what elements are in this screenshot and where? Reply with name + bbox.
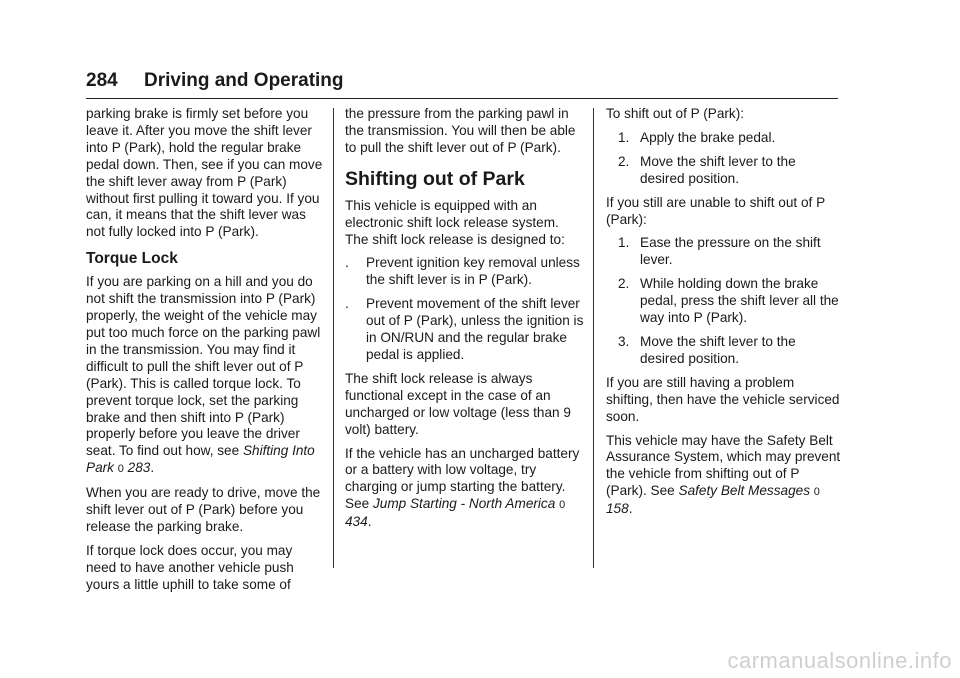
header-rule bbox=[86, 98, 838, 99]
page-reference[interactable]: 283 bbox=[127, 460, 151, 476]
paragraph: If torque lock does occur, you may need to have another vehicle push yours a little uphill to take some of bbox=[86, 542, 294, 592]
list-item-text: Move the shift lever to the desired position. bbox=[640, 333, 796, 366]
list-item bbox=[345, 296, 585, 364]
cross-reference-link[interactable]: Shifting Into Park bbox=[86, 443, 315, 476]
list-item bbox=[618, 154, 842, 188]
list-item bbox=[618, 130, 842, 147]
paragraph: The shift lock release is always functional except in the case of an uncharged or low voltage (less than 9 volt) battery. bbox=[345, 370, 571, 437]
list-number: 2. bbox=[618, 276, 630, 292]
list-number: 2. bbox=[618, 153, 630, 169]
list-number: 3. bbox=[618, 333, 630, 349]
paragraph: If you still are unable to shift out of P (Park): bbox=[606, 194, 825, 227]
list-item bbox=[618, 276, 842, 327]
list-item bbox=[618, 235, 842, 269]
page-reference[interactable]: 158 bbox=[606, 501, 629, 517]
bullet-mark: . bbox=[345, 296, 349, 312]
list-item-text: Move the shift lever to the desired position. bbox=[640, 153, 796, 186]
column-1 bbox=[86, 106, 326, 601]
bullet-mark: . bbox=[345, 255, 349, 271]
list-item-text: Prevent ignition key removal unless the shift lever is in P (Park). bbox=[366, 255, 580, 288]
shifting-out-of-park-heading: Shifting out of Park bbox=[345, 167, 525, 190]
paragraph: If the vehicle has an uncharged battery or a battery with low voltage, try charging or jump starting the battery. See Jump Starting - North America 0 434. bbox=[345, 445, 580, 530]
watermark: carmanualsonline.info bbox=[727, 648, 952, 673]
page-header bbox=[86, 70, 838, 100]
column-divider-2 bbox=[593, 108, 594, 568]
paragraph: If you are still having a problem shifting, then have the vehicle serviced soon. bbox=[606, 374, 840, 424]
list-item bbox=[345, 255, 585, 289]
column-2 bbox=[345, 106, 585, 538]
paragraph: the pressure from the parking pawl in the transmission. You will then be able to pull the shift lever out of P (Park). bbox=[345, 106, 576, 155]
page-reference[interactable]: 434 bbox=[345, 514, 368, 530]
list-number: 1. bbox=[618, 129, 630, 145]
paragraph: This vehicle may have the Safety Belt Assurance System, which may prevent the vehicle from shifting out of P (Park). See Safety Belt Messages 0 158. bbox=[606, 432, 841, 517]
paragraph: This vehicle is equipped with an electronic shift lock release system. The shift lock release is designed to: bbox=[345, 197, 565, 247]
page-ref-arrow-icon: 0 bbox=[813, 486, 820, 499]
list-number: 1. bbox=[618, 235, 630, 251]
page-ref-arrow-icon: 0 bbox=[117, 463, 124, 476]
column-3 bbox=[606, 106, 842, 525]
column-divider-1 bbox=[333, 108, 334, 568]
paragraph: parking brake is firmly set before you leave it. After you move the shift lever into P (Park), hold the regular brake pedal down. Then, see if you can move the shift lever away from P (Park) without first pulling it toward you. If you can, it means that the shift lever was not fully locked into P (Park). bbox=[86, 106, 323, 240]
paragraph: If you are parking on a hill and you do not shift the transmission into P (Park) properly, the weight of the vehicle may put too much force on the parking pawl in the transmission. You may find it difficult to pull the shift lever out of P (Park). This is called torque lock. To prevent torque lock, set the parking brake and then shift into P (Park) properly before you leave the driver seat. To find out how, see Shifting Into Park 0 283. bbox=[86, 274, 321, 476]
page-number: 284 bbox=[86, 70, 118, 91]
paragraph: When you are ready to drive, move the shift lever out of P (Park) before you release the parking brake. bbox=[86, 485, 321, 534]
cross-reference-link[interactable]: Safety Belt Messages bbox=[678, 483, 811, 499]
list-item-text: Ease the pressure on the shift lever. bbox=[640, 235, 821, 268]
list-item-text: Apply the brake pedal. bbox=[640, 129, 776, 145]
torque-lock-heading: Torque Lock bbox=[86, 250, 178, 268]
paragraph: To shift out of P (Park): bbox=[606, 106, 745, 121]
page-ref-arrow-icon: 0 bbox=[559, 499, 566, 512]
cross-reference-link[interactable]: Jump Starting - North America bbox=[372, 496, 556, 512]
section-title: Driving and Operating bbox=[144, 70, 344, 91]
list-item-text: Prevent movement of the shift lever out of P (Park), unless the ignition is in ON/RUN and the regular brake pedal is applied. bbox=[366, 296, 584, 362]
list-item bbox=[618, 334, 842, 368]
list-item-text: While holding down the brake pedal, press the shift lever all the way into P (Park). bbox=[640, 276, 839, 326]
